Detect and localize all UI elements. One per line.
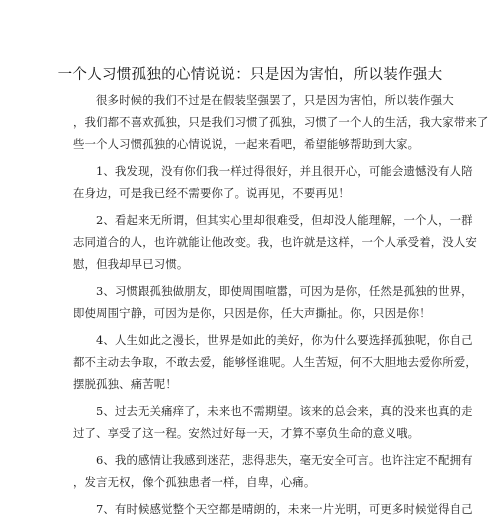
body-line: 4、人生如此之漫长，世界是如此的美好，你为什么要选择孤独呢，你自己: [96, 333, 473, 347]
body-line: 些一个人习惯孤独的心情说说，一起来看吧，希望能够帮助到大家。: [73, 137, 420, 151]
body-line: 6、我的感情让我感到迷茫，悲得悲失，毫无安全可言。也许注定不配拥有: [96, 453, 473, 467]
body-line: 过了、享受了这一程。安然过好每一天，才算不辜负生命的意义哦。: [73, 426, 420, 440]
body-line: 5、过去无关痛痒了，未来也不需期望。该来的总会来，真的没来也真的走: [96, 404, 473, 418]
body-line: 7、有时候感觉整个天空都是晴朗的，未来一片光明，可更多时候觉得自己: [96, 502, 473, 516]
body-line: 慰，但我却早已习惯。: [73, 257, 189, 271]
body-line: 在身边，可是我已经不需要你了。说再见，不要再见！: [73, 186, 350, 200]
body-line: ，我们都不喜欢孤独，只是我们习惯了孤独，习惯了一个人的生活，我大家带来了: [73, 115, 489, 129]
body-line: 志同道合的人，也许就能让他改变。我，也许就是这样，一个人承受着，没人安: [73, 235, 477, 249]
body-line: 很多时候的我们不过是在假装坚强罢了，只是因为害怕，所以装作强大: [96, 93, 454, 107]
body-line: 即使周围宁静，可因为是你，只因是你，任大声撕扯。你，只因是你！: [73, 306, 431, 320]
body-line: ，发言无权，像个孤独患者一样，自卑，心痛。: [73, 475, 316, 489]
body-line: 1、我发现，没有你们我一样过得很好，并且很开心，可能会遗憾没有人陪: [96, 164, 473, 178]
body-line: 都不主动去争取，不敢去爱，能够怪谁呢。人生苦短，何不大胆地去爱你所爱，: [73, 355, 477, 369]
body-line: 摆脱孤独、痛苦呢！: [73, 377, 177, 391]
body-line: 2、看起来无所谓，但其实心里却很难受，但却没人能理解，一个人，一群: [96, 213, 473, 227]
document-title: 一个人习惯孤独的心情说说：只是因为害怕，所以装作强大: [57, 67, 443, 83]
body-line: 3、习惯跟孤独做朋友，即使周围喧嚣，可因为是你，任然是孤独的世界，: [96, 284, 473, 298]
